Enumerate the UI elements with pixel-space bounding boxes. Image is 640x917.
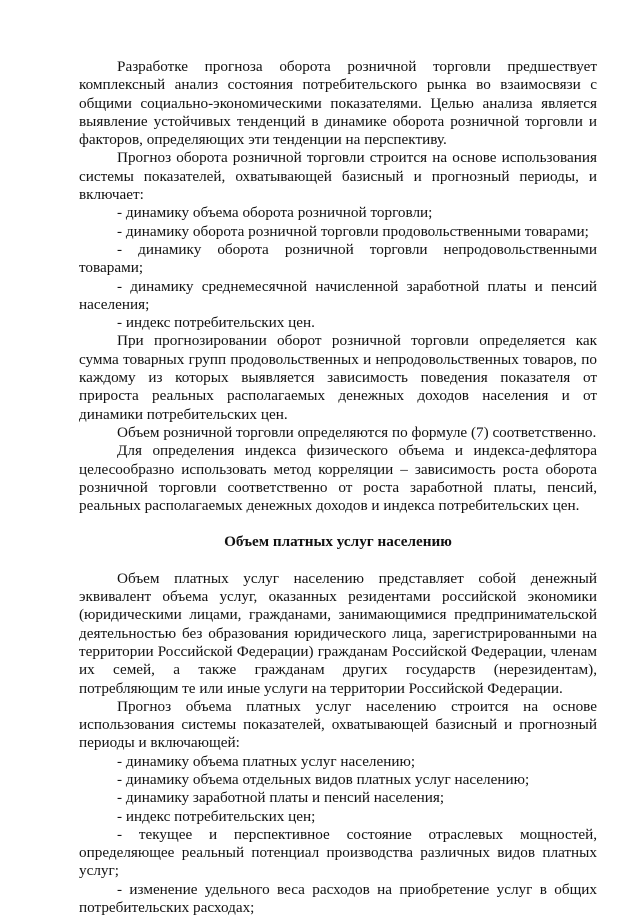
list-item: - динамику оборота розничной торговли непродовольственными товарами; xyxy=(79,240,597,277)
paragraph: Разработке прогноза оборота розничной торговли предшествует комплексный анализ состояния потребительского рынка во взаимосвязи с общими социально-экономическими показателями. Целью анализа является выявление устойчивых тенденций в динамике оборота розничной торговли и факторов, определяющих эти тенденции на перспективу. xyxy=(79,58,597,149)
list-item: - динамику объема отдельных видов платных услуг населению; xyxy=(117,770,530,788)
paragraph: Прогноз оборота розничной торговли строится на основе использования системы показателей, охватывающей базисный и прогнозный периоды, и включает: xyxy=(79,149,597,204)
paragraph: Для определения индекса физического объема и индекса-дефлятора целесообразно использовать метод корреляции – зависимость роста оборота розничной торговли соответственно от роста заработной платы, пенсий, реальных располагаемых денежных доходов и индекса потребительских цен. xyxy=(79,442,597,515)
list-item: - индекс потребительских цен; xyxy=(117,807,316,825)
paragraph: Объем платных услуг населению представляет собой денежный эквивалент объема услуг, оказанных резидентами российской экономики (юридическими лицами, гражданами, занимающимися предпринимательской деятельностью без образования юридического лица, зарегистрированными на территории Российской Федерации) гражданам Российской Федерации, членам их семей, а также гражданам других государств (нерезидентам), потребляющим те или иные услуги на территории Российской Федерации. xyxy=(79,569,597,697)
list-item: - текущее и перспективное состояние отраслевых мощностей, определяющее реальный потенциал производства различных видов платных услуг; xyxy=(79,825,597,880)
list-item: - индекс потребительских цен. xyxy=(117,314,315,332)
list-item: - динамику объема платных услуг населению; xyxy=(117,752,416,770)
paragraph: Объем розничной торговли определяются по формуле (7) соответственно. xyxy=(117,423,597,441)
list-item: - изменение удельного веса расходов на приобретение услуг в общих потребительских расходах; xyxy=(79,880,597,917)
list-item: - динамику объема оборота розничной торговли; xyxy=(117,204,433,222)
list-item: - динамику оборота розничной торговли продовольственными товарами; xyxy=(117,222,589,240)
paragraph: При прогнозировании оборот розничной торговли определяется как сумма товарных групп продовольственных и непродовольственных товаров, по каждому из которых выявляется зависимость поведения показателя от прироста реальных располагаемых денежных доходов населения и от динамики потребительских цен. xyxy=(79,332,597,423)
list-item: - динамику среднемесячной начисленной заработной платы и пенсий населения; xyxy=(79,277,597,313)
list-item: - динамику заработной платы и пенсий населения; xyxy=(117,789,445,807)
section-heading: Объем платных услуг населению xyxy=(224,533,452,551)
paragraph: Прогноз объема платных услуг населению строится на основе использования системы показателей, охватывающей базисный и прогнозный периоды и включающей: xyxy=(79,697,597,752)
document-page xyxy=(79,58,597,917)
